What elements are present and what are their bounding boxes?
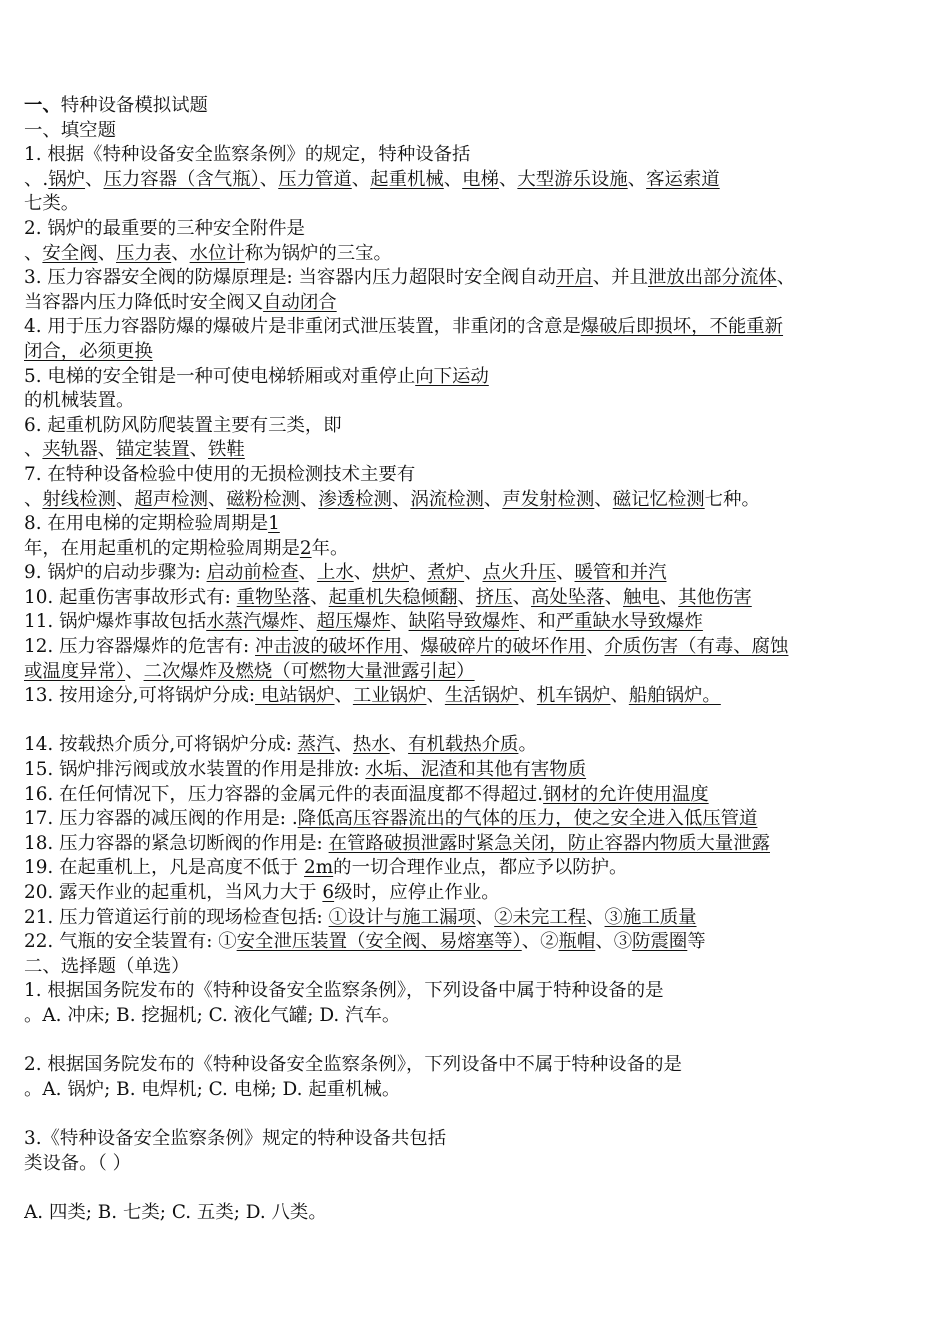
q9-answer-6: 暖管和并汽 <box>574 562 667 584</box>
q4-line-2 <box>24 340 936 365</box>
q1-answer-1: 锅炉 <box>48 168 86 190</box>
q21-answer-2: ②未完工程 <box>494 906 587 928</box>
q16-answer-1: 钢材的允许使用温度 <box>543 783 709 805</box>
blank-line <box>24 1029 936 1054</box>
q10-answer-2: 起重机失稳倾翻 <box>328 586 458 608</box>
document-page <box>24 94 936 1225</box>
q13-line <box>24 684 936 709</box>
sep: 、 <box>115 488 135 510</box>
q11-answer-3: 缺陷导致爆炸 <box>408 611 519 633</box>
choice-heading: 二、选择题（单选） <box>24 955 190 977</box>
q9-answer-1: 启动前检查 <box>206 562 299 584</box>
q7-answer-5: 涡流检测 <box>410 488 484 510</box>
q19-text: 19. 在起重机上，凡是高度不低于 <box>24 857 305 879</box>
choice-2-options: 。A. 锅炉; B. 电焊机; C. 电梯; D. 起重机械。 <box>24 1078 401 1100</box>
q16-text: 16. 在任何情况下，压力容器的金属元件的表面温度都不得超过. <box>24 783 544 805</box>
choice-3-options: A. 四类; B. 七类; C. 五类; D. 八类。 <box>24 1201 327 1223</box>
q8-text-2: 年，在用起重机的定期检验周期是 <box>24 537 300 559</box>
q14-answer-2: 热水 <box>352 734 390 756</box>
sep: 、 <box>518 685 537 707</box>
q10-line <box>24 586 936 611</box>
q1-answer-7: 客运索道 <box>646 168 720 190</box>
q21-answer-1: ①设计与施工漏项 <box>328 906 476 928</box>
sep: 、 <box>604 586 623 608</box>
sep: 、 <box>299 488 319 510</box>
sep: 、 <box>659 586 679 608</box>
q19-rest: 的一切合理作业点，都应予以防护。 <box>333 857 628 879</box>
q12-answer-2: 爆破碎片的破坏作用 <box>420 636 587 658</box>
sep: 、 <box>389 734 409 756</box>
q2-answers <box>24 242 936 267</box>
q3-answer-2: 泄放出部分流体 <box>647 267 777 289</box>
document-title <box>24 94 936 119</box>
q9-answer-4: 煮炉 <box>427 562 465 584</box>
q10-answer-6: 其他伤害 <box>678 586 752 608</box>
q10-answer-1: 重物坠落 <box>236 586 311 608</box>
q1-tail: 七类。 <box>24 193 80 215</box>
q21-answer-3: ③施工质量 <box>604 906 697 928</box>
q22-rest: 等 <box>687 931 706 953</box>
q2-answer-1: 安全阀 <box>42 242 98 264</box>
q12-answer-4: 或温度异常） <box>24 660 126 682</box>
sep: 、 <box>353 562 373 584</box>
q4-answer-1: 爆破后即损坏，不能重新 <box>580 316 784 338</box>
title-text: 特种设备模拟试题 <box>60 95 208 116</box>
sep: 、 <box>512 586 531 608</box>
sep: 、 <box>475 906 495 928</box>
q2-intro: 2. 锅炉的最重要的三种安全附件是 <box>24 217 305 239</box>
sep: 、 <box>483 488 503 510</box>
q4-answer-2: 闭合，必须更换 <box>24 340 153 362</box>
q10-answer-4: 高处坠落 <box>531 586 605 608</box>
q10-answer-3: 挤压 <box>475 586 513 608</box>
choice-1-options: 。A. 冲床; B. 挖掘机; C. 液化气罐; D. 汽车。 <box>24 1004 401 1026</box>
sep: 、 <box>207 488 227 510</box>
q13-colon: : <box>248 685 256 707</box>
q14-line <box>24 733 936 758</box>
sep: 、 <box>464 562 483 584</box>
sep: 、 <box>298 611 317 633</box>
q5-line-1 <box>24 365 936 390</box>
sep: 、 <box>334 685 353 707</box>
q22-answer-3: 防震圈 <box>632 931 688 953</box>
sep: 、 <box>610 685 629 707</box>
q18-line <box>24 832 936 857</box>
q7-answer-7: 磁记忆检测 <box>612 488 705 510</box>
q3-line-2 <box>24 291 936 316</box>
choice-3-question: 3.《特种设备安全监察条例》规定的特种设备共包括 <box>24 1127 447 1149</box>
q4-line-1 <box>24 315 936 340</box>
sep: 、 <box>259 168 279 190</box>
q12-line-2 <box>24 660 936 685</box>
sep: 、 <box>457 586 476 608</box>
q15-answer-1: 水垢、泥渣和其他有害物质 <box>365 759 587 781</box>
fill-in-heading: 一、填空题 <box>24 119 116 141</box>
q5-text: 5. 电梯的安全钳是一种可使电梯轿厢或对重停止 <box>24 365 416 387</box>
q7-answer-6: 声发射检测 <box>502 488 595 510</box>
q1-answers <box>24 168 936 193</box>
q14-rest: 。 <box>518 734 537 756</box>
q7-answer-2: 超声检测 <box>134 488 208 510</box>
q13-text: 13. 按用途分,可将锅炉分成 <box>24 685 249 707</box>
sep: 、 <box>298 562 317 584</box>
q21-line <box>24 906 936 931</box>
sep: 、③ <box>595 931 633 953</box>
sep: 、 <box>627 168 647 190</box>
sep: 、 <box>351 168 371 190</box>
sep: 、 <box>443 168 463 190</box>
q7-answer-3: 磁粉检测 <box>226 488 300 510</box>
sep: 、并且 <box>592 267 648 289</box>
choice-3-question-cont: 类设备。（ ） <box>24 1152 131 1174</box>
q19-line <box>24 856 936 881</box>
q17-text: 17. 压力容器的减压阀的作用是: . <box>24 808 298 830</box>
choice-2-question: 2. 根据国务院发布的《特种设备安全监察条例》，下列设备中不属于特种设备的是 <box>24 1054 682 1076</box>
sep: 、和 <box>518 611 556 633</box>
sep: 、② <box>521 931 559 953</box>
q7-intro: 7. 在特种设备检验中使用的无损检测技术主要有 <box>24 463 416 485</box>
q11-text: 11. 锅炉爆炸事故包括 <box>24 611 207 633</box>
q8-text: 8. 在用电梯的定期检验周期是 <box>24 513 269 535</box>
q2-rest: 称为锅炉的三宝。 <box>244 242 392 264</box>
q8-line-1 <box>24 512 936 537</box>
q6-answer-2: 锚定装置 <box>116 439 190 461</box>
q3-line-1 <box>24 266 936 291</box>
q2-answer-3: 水位计 <box>189 242 245 264</box>
q13-answer-2: 工业锅炉 <box>352 685 427 707</box>
q16-line <box>24 783 936 808</box>
q22-text: 22. 气瓶的安全装置有: ① <box>24 931 237 953</box>
q7-answers <box>24 488 936 513</box>
q17-answer-1: 降低高压容器流出的气体的压力，使之安全进入低压管道 <box>297 808 758 830</box>
q22-line <box>24 930 936 955</box>
q13-answer-5: 船舶锅炉。 <box>628 685 721 707</box>
q1-answer-5: 电梯 <box>462 168 499 190</box>
q7-answer-1: 射线检测 <box>42 488 116 510</box>
q17-line <box>24 807 936 832</box>
sep: 、 <box>171 242 190 264</box>
q11-answer-1: 水蒸汽爆炸 <box>206 611 299 633</box>
q12-line-1 <box>24 635 936 660</box>
q1-lead: 、. <box>24 168 49 190</box>
title-marker: 一、 <box>24 95 61 116</box>
q6-lead: 、 <box>24 439 43 461</box>
q5-line-2: 的机械装置。 <box>24 390 135 412</box>
q12-answer-1: 冲击波的破坏作用 <box>255 636 403 658</box>
q3-answer-3: 自动闭合 <box>263 291 337 313</box>
sep: 、 <box>391 488 411 510</box>
q11-answer-2: 超压爆炸 <box>316 611 391 633</box>
q7-lead: 、 <box>24 488 43 510</box>
q20-rest: 级时，应停止作业。 <box>334 882 500 903</box>
q20-text: 20. 露天作业的起重机，当风力大于 <box>24 882 323 903</box>
sep: 、 <box>97 439 116 461</box>
q19-answer-1: 2m <box>304 857 334 879</box>
sep: 、 <box>310 586 329 608</box>
q13-answer-4: 机车锅炉 <box>536 685 611 707</box>
q11-answer-4: 严重缺水导致爆炸 <box>555 611 703 633</box>
blank-line <box>24 1102 936 1127</box>
sep: 、 <box>125 660 144 682</box>
q10-answer-5: 触电 <box>622 586 660 608</box>
sep: 、 <box>334 734 353 756</box>
q21-text: 21. 压力管道运行前的现场检查包括: <box>24 906 329 928</box>
q1-answer-2: 压力容器（含气瓶） <box>103 168 260 190</box>
q15-text: 15. 锅炉排污阀或放水装置的作用是排放: <box>24 759 366 781</box>
q14-text: 14. 按载热介质分,可将锅炉分成: <box>24 734 298 756</box>
q12-answer-3: 介质伤害（有毒、腐蚀 <box>604 636 789 658</box>
q13-answer-3: 生活锅炉 <box>444 685 519 707</box>
sep: 、 <box>776 267 796 289</box>
sep: 、 <box>498 168 518 190</box>
q22-answer-2: 瓶帽 <box>558 931 596 953</box>
q8-text-3: 年。 <box>311 537 349 559</box>
q9-answer-3: 烘炉 <box>372 562 409 584</box>
q8-answer-1: 1 <box>268 513 280 535</box>
sep: 、 <box>586 636 605 658</box>
q8-line-2 <box>24 537 936 562</box>
q18-answer-1: 在管路破损泄露时紧急关闭，防止容器内物质大量泄露 <box>328 832 770 854</box>
sep: 、 <box>556 562 575 584</box>
q15-line <box>24 758 936 783</box>
sep: 、 <box>426 685 445 707</box>
q12-text: 12. 压力容器爆炸的危害有: <box>24 636 256 658</box>
q5-answer-1: 向下运动 <box>415 365 489 387</box>
sep: 、 <box>189 439 208 461</box>
q6-answers <box>24 438 936 463</box>
sep: 、 <box>402 636 421 658</box>
q1-answer-3: 压力管道 <box>278 168 352 190</box>
sep: 、 <box>586 906 605 928</box>
q9-answer-2: 上水 <box>316 562 354 584</box>
q6-answer-3: 铁鞋 <box>207 439 245 461</box>
q6-answer-1: 夹轨器 <box>42 439 98 461</box>
q2-answer-2: 压力表 <box>116 242 172 264</box>
q6-intro: 6. 起重机防风防爬装置主要有三类，即 <box>24 414 342 436</box>
q13-answer-1: 电站锅炉 <box>255 685 335 707</box>
q20-line <box>24 881 936 906</box>
sep: 、 <box>390 611 409 633</box>
blank-line <box>24 709 936 734</box>
choice-1-question: 1. 根据国务院发布的《特种设备安全监察条例》，下列设备中属于特种设备的是 <box>24 980 664 1002</box>
q9-line <box>24 561 936 586</box>
q1-intro: 1. 根据《特种设备安全监察条例》的规定，特种设备括 <box>24 144 471 166</box>
sep: 、 <box>408 562 428 584</box>
q18-text: 18. 压力容器的紧急切断阀的作用是: <box>24 832 329 854</box>
q7-answer-4: 渗透检测 <box>318 488 392 510</box>
q3-answer-1: 开启 <box>555 267 593 289</box>
q22-answer-1: 安全泄压装置（安全阀、易熔塞等） <box>236 931 522 953</box>
blank-line <box>24 1176 936 1201</box>
q9-text: 9. 锅炉的启动步骤为: <box>24 562 207 584</box>
q20-answer-1: 6 <box>322 882 335 903</box>
q10-text: 10. 起重伤害事故形式有: <box>24 586 237 608</box>
q12-answer-5: 二次爆炸及燃烧（可燃物大量泄露引起） <box>143 660 475 682</box>
sep: 、 <box>85 168 104 190</box>
sep: 、 <box>594 488 613 510</box>
sep: 、 <box>97 242 116 264</box>
q3-text-2: 当容器内压力降低时安全阀又 <box>24 291 264 313</box>
q1-answer-4: 起重机械 <box>370 168 444 190</box>
q8-answer-2: 2 <box>299 537 312 559</box>
q14-answer-3: 有机载热介质 <box>408 734 519 756</box>
q1-answer-6: 大型游乐设施 <box>517 168 628 190</box>
q7-rest: 七种。 <box>704 488 760 510</box>
q2-lead: 、 <box>24 242 43 264</box>
q11-line <box>24 610 936 635</box>
q9-answer-5: 点火升压 <box>482 562 557 584</box>
q14-answer-1: 蒸汽 <box>297 734 335 756</box>
q3-text: 3. 压力容器安全阀的防爆原理是: 当容器内压力超限时安全阀自动 <box>24 267 556 289</box>
q4-text: 4. 用于压力容器防爆的爆破片是非重闭式泄压装置，非重闭的含意是 <box>24 316 581 338</box>
